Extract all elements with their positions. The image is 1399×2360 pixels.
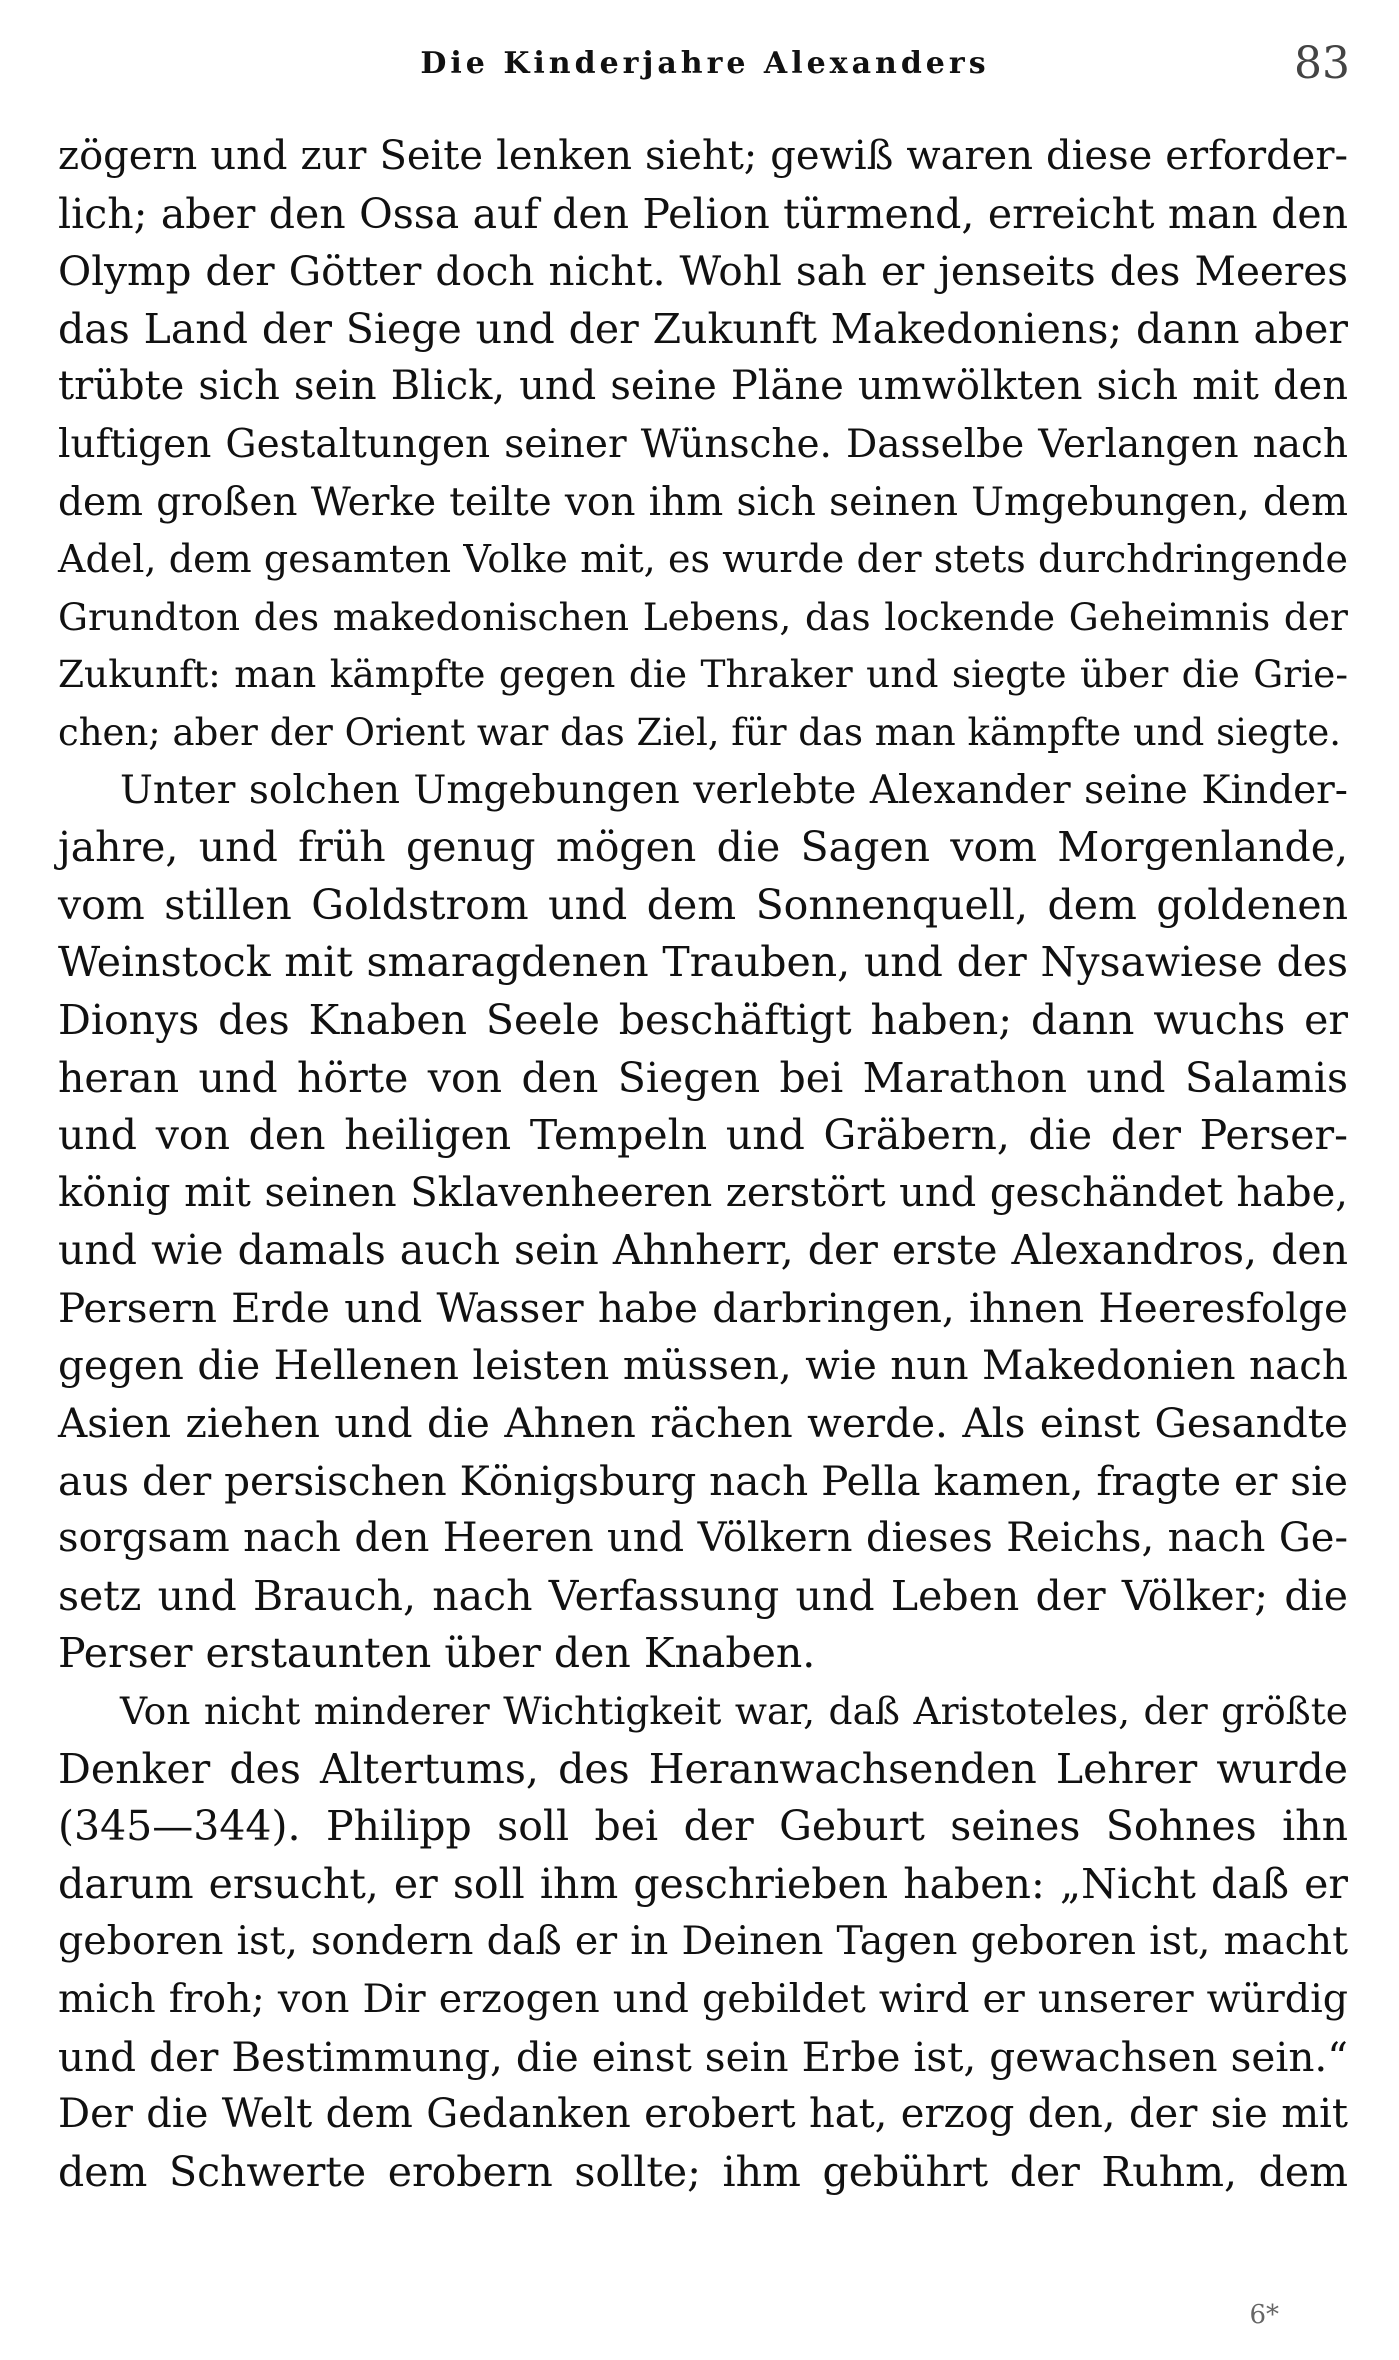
paragraph-1 [58, 128, 1348, 762]
text-line: Asien ziehen und die Ahnen rächen werde. Als einst Gesandte [58, 1399, 1348, 1448]
text-line: dem Schwerte erobern sollte; ihm gebührt der Ruhm, dem [58, 2147, 1348, 2196]
text-line: Persern Erde und Wasser habe darbringen, ihnen Heeresfolge [58, 1283, 1348, 1332]
text-line: Olymp der Götter doch nicht. Wohl sah er jenseits des Meeres [58, 247, 1348, 296]
text-line: Der die Welt dem Gedanken erobert hat, erzog den, der sie mit [58, 2091, 1348, 2138]
text-line: Dionys des Knaben Seele beschäftigt haben; dann wuchs er [58, 995, 1348, 1044]
paragraph-3 [58, 1683, 1348, 2201]
text-line: chen; aber der Orient war das Ziel, für das man kämpfte und siegte. [58, 710, 1342, 754]
text-line: trübte sich sein Blick, und seine Pläne umwölkten sich mit den [58, 363, 1348, 410]
text-line: Unter solchen Umgebungen verlebte Alexander seine Kinder- [120, 767, 1348, 813]
page-number: 83 [1294, 38, 1350, 89]
text-line: lich; aber den Ossa auf den Pelion türmend, erreicht man den [58, 189, 1348, 238]
text-line: vom stillen Goldstrom und dem Sonnenquell, dem goldenen [58, 880, 1348, 929]
text-line: Zukunft: man kämpfte gegen die Thraker und siegte über die Grie- [58, 652, 1348, 697]
text-line: (345—344). Philipp soll bei der Geburt seines Sohnes ihn [58, 1802, 1348, 1851]
text-line: und wie damals auch sein Ahnherr, der erste Alexandros, den [58, 1226, 1348, 1275]
text-line: luftigen Gestaltungen seiner Wünsche. Dasselbe Verlangen nach [58, 421, 1348, 467]
text-line: setz und Brauch, nach Verfassung und Leben der Völker; die [58, 1571, 1348, 1620]
page-header [60, 38, 1350, 98]
text-line: sorgsam nach den Heeren und Völkern dieses Reichs, nach Ge- [58, 1515, 1348, 1562]
body-text [58, 128, 1348, 2201]
text-line: und von den heiligen Tempeln und Gräbern, die der Perser- [58, 1111, 1348, 1160]
text-line: zögern und zur Seite lenken sieht; gewiß waren diese erforder- [58, 133, 1348, 179]
text-line: Grundton des makedonischen Lebens, das lockende Geheimnis der [58, 594, 1348, 639]
text-line: Denker des Altertums, des Heranwachsenden Lehrer wurde [58, 1744, 1348, 1793]
text-line: könig mit seinen Sklavenheeren zerstört und geschändet habe, [58, 1169, 1348, 1216]
text-line: geboren ist, sondern daß er in Deinen Tagen geboren ist, macht [58, 1918, 1348, 1965]
signature-mark: 6* [1249, 2300, 1279, 2330]
text-line: jahre, und früh genug mögen die Sagen vom Morgenlande, [58, 823, 1348, 872]
text-line: Perser erstaunten über den Knaben. [58, 1629, 816, 1678]
text-line: Weinstock mit smaragdenen Trauben, und der Nysawiese des [58, 938, 1348, 987]
paragraph-2 [58, 762, 1348, 1684]
text-line: Adel, dem gesamten Volke mit, es wurde der stets durchdringende [58, 537, 1348, 582]
text-line: Von nicht minderer Wichtigkeit war, daß Aristoteles, der größte [120, 1689, 1348, 1734]
text-line: heran und hörte von den Siegen bei Marathon und Salamis [58, 1053, 1348, 1102]
text-line: und der Bestimmung, die einst sein Erbe ist, gewachsen sein.“ [58, 2032, 1348, 2081]
running-title: Die Kinderjahre Alexanders [420, 46, 990, 81]
text-line: das Land der Siege und der Zukunft Makedoniens; dann aber [58, 304, 1348, 353]
text-line: mich froh; von Dir erzogen und gebildet wird er unserer würdig [58, 1976, 1348, 2022]
text-line: dem großen Werke teilte von ihm sich seinen Umgebungen, dem [58, 479, 1348, 525]
text-line: aus der persischen Königsburg nach Pella kamen, fragte er sie [58, 1456, 1348, 1505]
text-line: darum ersucht, er soll ihm geschrieben haben: „Nicht daß er [58, 1859, 1348, 1908]
text-line: gegen die Hellenen leisten müssen, wie nun Makedonien nach [58, 1341, 1348, 1390]
